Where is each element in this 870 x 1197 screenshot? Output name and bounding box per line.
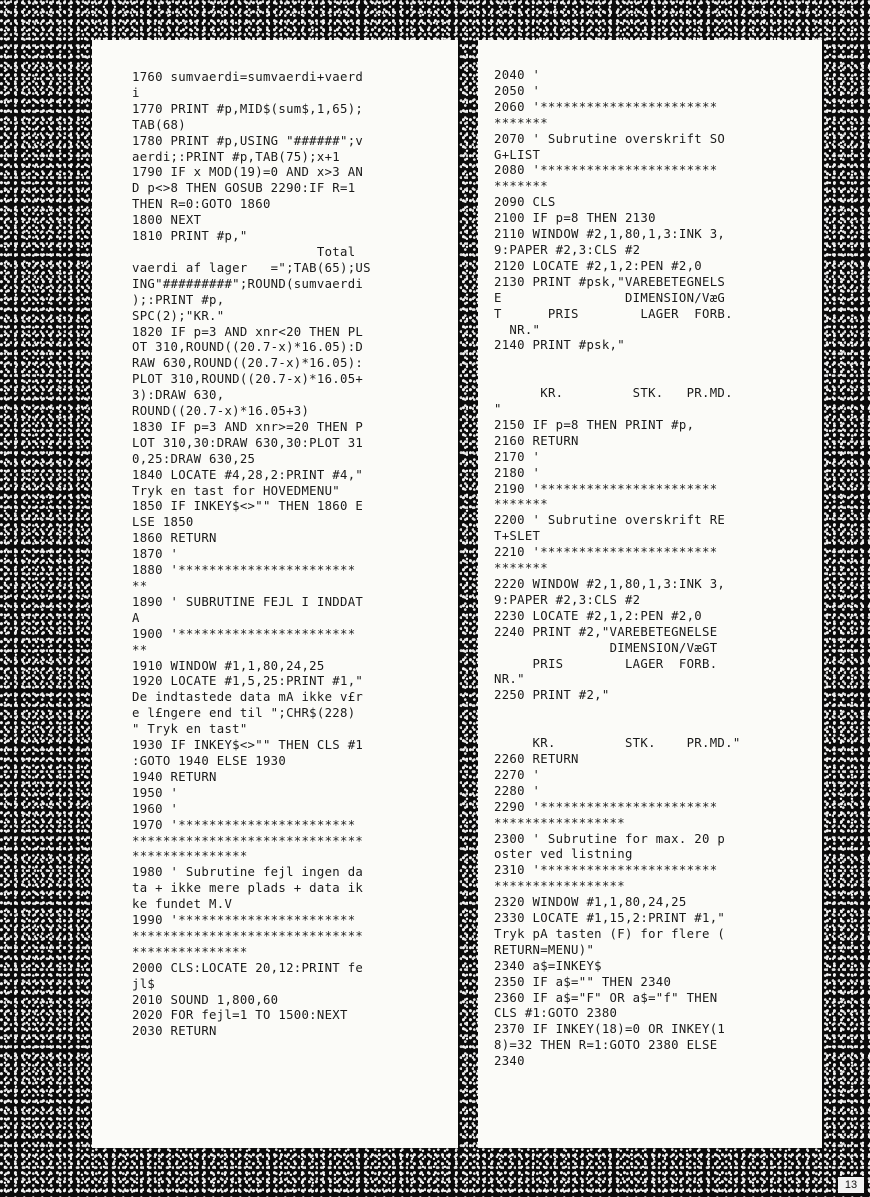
code-line: 1830 IF p=3 AND xnr>=20 THEN P [132,419,364,434]
code-line: NR." [494,672,525,687]
code-line: CLS #1:GOTO 2380 [494,1006,618,1021]
code-line: RETURN=MENU)" [494,942,595,957]
code-line: 2260 RETURN [494,751,579,766]
code-line: 2170 ' [494,449,541,464]
code-line: 9:PAPER #2,3:CLS #2 [494,592,641,607]
code-line: vaerdi af lager =";TAB(65);US [132,260,371,275]
code-line: OT 310,ROUND((20.7-x)*16.05):D [132,340,364,355]
code-line: 8)=32 THEN R=1:GOTO 2380 ELSE [494,1038,718,1053]
code-line: 2340 a$=INKEY$ [494,958,602,973]
code-line: 1990 '*********************** [132,913,356,928]
code-line: De indtastede data mA ikke v£r [132,690,364,705]
code-line: 2300 ' Subrutine for max. 20 p [494,831,726,846]
code-line: KR. STK. PR.MD." [494,736,741,751]
code-line: 9:PAPER #2,3:CLS #2 [494,242,641,257]
code-line: PLOT 310,ROUND((20.7-x)*16.05+ [132,372,364,387]
code-line: ***************** [494,879,625,894]
code-line: 2130 PRINT #psk,"VAREBETEGNELS [494,274,726,289]
code-line: :GOTO 1940 ELSE 1930 [132,753,287,768]
code-line: *************** [132,849,248,864]
code-line: D p<>8 THEN GOSUB 2290:IF R=1 [132,181,356,196]
code-line: ta + ikke mere plads + data ik [132,881,364,896]
code-line: 2140 PRINT #psk," [494,338,625,353]
code-line: A [132,610,140,625]
code-line: 2270 ' [494,767,541,782]
code-line: T+SLET [494,529,541,544]
right-code-listing [494,68,814,1070]
code-line: 1940 RETURN [132,769,217,784]
code-line: SPC(2);"KR." [132,308,225,323]
code-line: 1780 PRINT #p,USING "######";v [132,133,364,148]
code-line: 2310 '*********************** [494,863,718,878]
code-line: 2230 LOCATE #2,1,2:PEN #2,0 [494,608,702,623]
code-line: ****************************** [132,833,364,848]
code-line: 2200 ' Subrutine overskrift RE [494,513,726,528]
code-line: 2160 RETURN [494,433,579,448]
code-line: 1770 PRINT #p,MID$(sum$,1,65); [132,101,364,116]
code-line: 2360 IF a$="F" OR a$="f" THEN [494,990,718,1005]
code-line: ke fundet M.V [132,897,233,912]
code-line: 2330 LOCATE #1,15,2:PRINT #1," [494,911,726,926]
code-line: LSE 1850 [132,515,194,530]
code-line: 1840 LOCATE #4,28,2:PRINT #4," [132,467,364,482]
code-line: 2320 WINDOW #1,1,80,24,25 [494,895,687,910]
code-line: 2370 IF INKEY(18)=0 OR INKEY(1 [494,1022,726,1037]
code-line: 1930 IF INKEY$<>"" THEN CLS #1 [132,738,364,753]
code-line: 1960 ' [132,801,179,816]
code-line: 2250 PRINT #2," [494,688,610,703]
code-line: 2210 '*********************** [494,545,718,560]
right-listing-panel [478,40,822,1148]
code-line: TAB(68) [132,117,186,132]
code-line: 1900 '*********************** [132,626,356,641]
code-line: ING"#########";ROUND(sumvaerdi [132,276,364,291]
code-line: 2150 IF p=8 THEN PRINT #p, [494,417,695,432]
code-line: ******* [494,497,548,512]
left-listing-panel [92,40,458,1148]
code-line: PRIS LAGER FORB. [494,656,718,671]
code-line: jl$ [132,976,156,991]
code-line: 1860 RETURN [132,531,217,546]
code-line: " [494,402,502,417]
page-number: 13 [838,1177,864,1193]
code-line: i [132,85,140,100]
code-line: 1970 '*********************** [132,817,356,832]
code-line: *************** [132,944,248,959]
code-line: Tryk pA tasten (F) for flere ( [494,926,726,941]
code-line: 2100 IF p=8 THEN 2130 [494,211,656,226]
code-line: ROUND((20.7-x)*16.05+3) [132,404,310,419]
code-line: 2070 ' Subrutine overskrift SO [494,131,726,146]
code-line: 2020 FOR fejl=1 TO 1500:NEXT [132,1008,348,1023]
code-line: KR. STK. PR.MD. [494,386,733,401]
code-line: ** [132,579,148,593]
code-line: 1980 ' Subrutine fejl ingen da [132,865,364,880]
code-line: 1810 PRINT #p," [132,229,248,244]
code-line: 2060 '*********************** [494,99,718,114]
code-line: 2120 LOCATE #2,1,2:PEN #2,0 [494,258,702,273]
code-line: G+LIST [494,147,541,162]
code-line: E DIMENSION/VæG [494,290,726,305]
code-line: 2110 WINDOW #2,1,80,1,3:INK 3, [494,227,726,242]
code-line: 3):DRAW 630, [132,388,225,403]
code-line: e l£ngere end til ";CHR$(228) [132,706,356,721]
code-line: 2350 IF a$="" THEN 2340 [494,974,672,989]
code-line: 1790 IF x MOD(19)=0 AND x>3 AN [132,165,364,180]
code-line: 1910 WINDOW #1,1,80,24,25 [132,658,325,673]
code-line: 2240 PRINT #2,"VAREBETEGNELSE [494,624,718,639]
code-line: T PRIS LAGER FORB. [494,306,733,321]
code-line: ******* [494,179,548,194]
code-line: 2290 '*********************** [494,799,718,814]
code-line: 1950 ' [132,785,179,800]
code-line: 2190 '*********************** [494,481,718,496]
code-line: 1850 IF INKEY$<>"" THEN 1860 E [132,499,364,514]
code-line: 2280 ' [494,783,541,798]
code-line: ******* [494,561,548,576]
code-line: oster ved listning [494,847,633,862]
code-line: 2180 ' [494,465,541,480]
left-code-listing [132,70,448,1040]
code-line: ****************************** [132,928,364,943]
code-line: 1920 LOCATE #1,5,25:PRINT #1," [132,674,364,689]
code-line: Total [132,244,356,259]
code-line: NR." [494,322,541,337]
code-line: 2040 ' [494,68,541,82]
code-line: aerdi;:PRINT #p,TAB(75);x+1 [132,149,340,164]
code-line: 1880 '*********************** [132,563,356,578]
code-line: ***************** [494,815,625,830]
code-line: 1890 ' SUBRUTINE FEJL I INDDAT [132,594,364,609]
code-line: 2000 CLS:LOCATE 20,12:PRINT fe [132,960,364,975]
code-line: 2090 CLS [494,195,556,210]
code-line: DIMENSION/VæGT [494,640,718,655]
code-line: 1820 IF p=3 AND xnr<20 THEN PL [132,324,364,339]
code-line: 2080 '*********************** [494,163,718,178]
code-line: 1760 sumvaerdi=sumvaerdi+vaerd [132,70,364,84]
code-line: 2220 WINDOW #2,1,80,1,3:INK 3, [494,577,726,591]
code-line: Tryk en tast for HOVEDMENU" [132,483,340,498]
code-line: " Tryk en tast" [132,722,248,737]
code-line: 0,25:DRAW 630,25 [132,451,256,466]
code-line: THEN R=0:GOTO 1860 [132,197,271,212]
code-line: 1870 ' [132,547,179,562]
code-line: ******* [494,115,548,130]
code-line: );:PRINT #p, [132,292,225,307]
code-line: 2010 SOUND 1,800,60 [132,992,279,1007]
code-line: 2050 ' [494,83,541,98]
code-line: 1800 NEXT [132,213,202,228]
code-line: 2340 [494,1054,525,1069]
code-line: RAW 630,ROUND((20.7-x)*16.05): [132,356,364,371]
code-line: ** [132,642,148,657]
code-line: LOT 310,30:DRAW 630,30:PLOT 31 [132,435,364,450]
code-line: 2030 RETURN [132,1024,217,1039]
